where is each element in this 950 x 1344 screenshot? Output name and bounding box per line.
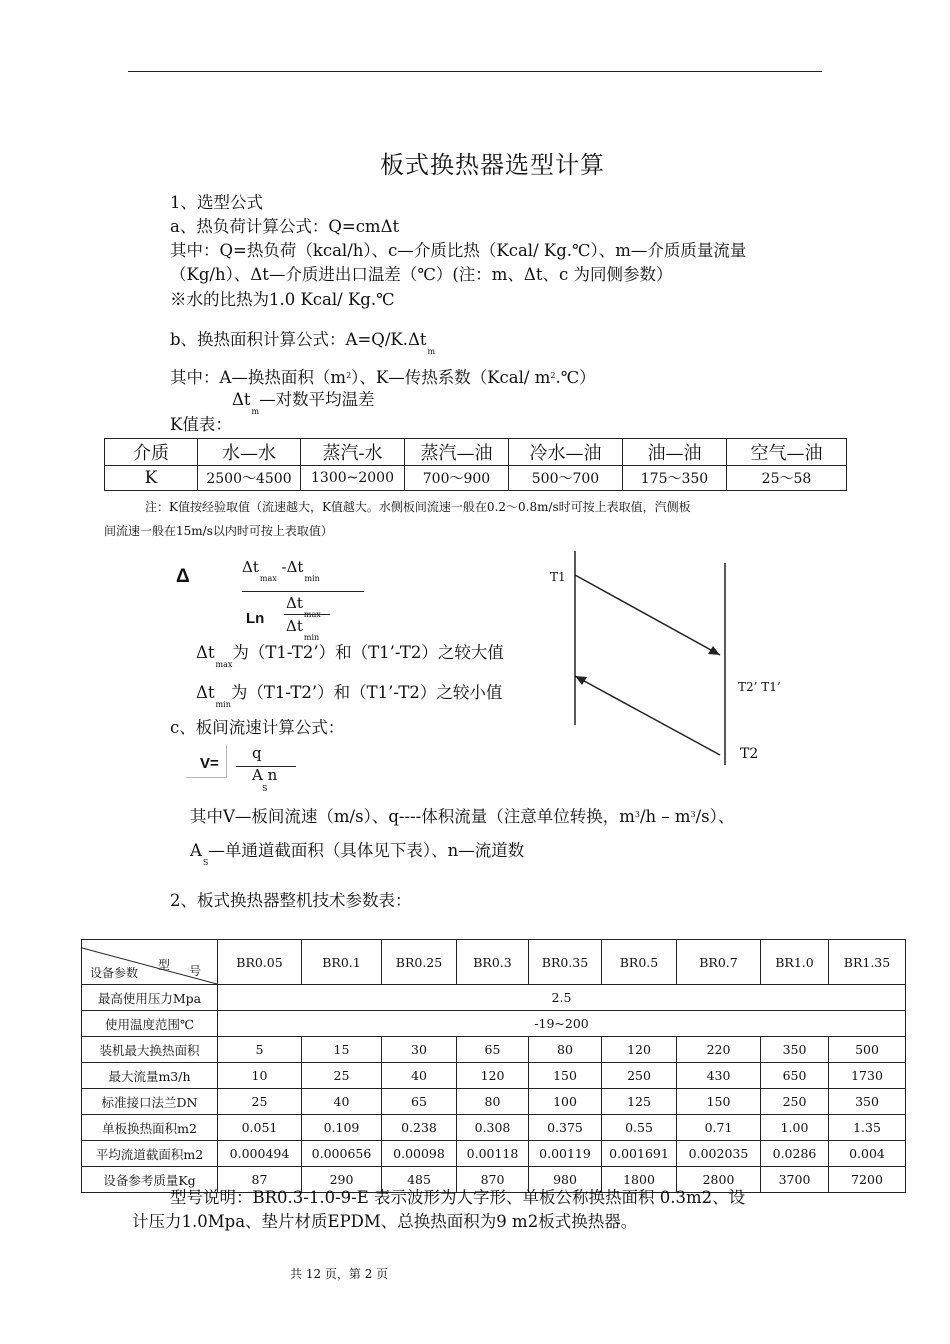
spec-cell: 65 (457, 1037, 529, 1063)
page-title: 板式换热器选型计算 (380, 151, 605, 179)
top-rule (128, 71, 822, 72)
velocity-explanation-2: $A_S—$单通道截面积（具体见下表）、n—流道数 (190, 841, 525, 867)
t1-label: T1 (550, 570, 566, 584)
area-formula: b、换热面积计算公式：$A=Q/K.\Delta t_m$ (170, 330, 436, 356)
k-table-header-row (105, 439, 847, 466)
delta-t-max-definition: $\Delta t_{max}$为（T1-T2’）和（T1’-T2）之较大值 (196, 643, 504, 669)
k-header-cell: 介质 (105, 439, 198, 466)
spec-cell: 0.001691 (602, 1141, 677, 1167)
spec-row (82, 1037, 906, 1063)
corner-label-model-a: 型 (158, 958, 171, 972)
spec-row (82, 1089, 906, 1115)
section-2-heading: 2、板式换热器整机技术参数表： (170, 891, 412, 910)
spec-merged-cell: -19~200 (218, 1011, 906, 1037)
spec-cell: 150 (529, 1063, 602, 1089)
spec-cell: 0.375 (529, 1115, 602, 1141)
heat-load-explanation-2: （Kg/h）、Δt—介质进出口温差（℃）(注：m、Δt、c 为同侧参数） (170, 265, 673, 284)
spec-cell: 80 (529, 1037, 602, 1063)
cold-flow-arrowhead (575, 676, 587, 685)
spec-cell: 1800 (602, 1167, 677, 1193)
spec-corner-cell (82, 940, 218, 985)
model-header-cell: BR0.05 (218, 940, 302, 985)
ln-label: Ln (246, 610, 265, 627)
spec-table (81, 939, 906, 1193)
velocity-denominator-sub: S (262, 784, 268, 793)
spec-cell: 290 (302, 1167, 382, 1193)
spec-row-label: 最高使用压力Mpa (82, 985, 218, 1011)
corner-label-model-b: 号 (188, 964, 201, 978)
ln-fraction-bar (284, 614, 330, 615)
spec-cell: 220 (677, 1037, 761, 1063)
spec-cell: 485 (382, 1167, 457, 1193)
spec-cell: 5 (218, 1037, 302, 1063)
spec-cell: 15 (302, 1037, 382, 1063)
velocity-denominator: A n (252, 766, 278, 784)
model-header-cell: BR1.0 (761, 940, 829, 985)
t2-label: T2 (740, 746, 759, 762)
ln-inner-numerator: $\Delta t_{max}$ (286, 594, 321, 619)
spec-cell: 980 (529, 1167, 602, 1193)
lmtd-fraction-bar (242, 591, 364, 592)
k-value-cell: K (105, 466, 198, 491)
cold-flow-arrow (575, 676, 720, 755)
model-header-cell: BR0.7 (677, 940, 761, 985)
spec-cell: 0.71 (677, 1115, 761, 1141)
heat-load-formula: a、热负荷计算公式：Q=cmΔt (170, 217, 400, 236)
spec-cell: 870 (457, 1167, 529, 1193)
model-header-cell: BR0.25 (382, 940, 457, 985)
k-header-cell: 蒸汽-水 (301, 439, 405, 466)
spec-cell: 250 (761, 1089, 829, 1115)
spec-cell: 650 (761, 1063, 829, 1089)
k-header-cell: 空气—油 (727, 439, 847, 466)
spec-cell: 100 (529, 1089, 602, 1115)
delta-symbol: Δ (176, 566, 190, 587)
spec-cell: 120 (457, 1063, 529, 1089)
k-note-line-1: 注：K值按经验取值（流速越大，K值越大。水侧板间流速一般在0.2～0.8m/s时可按上表取值，汽侧板 (145, 500, 691, 514)
spec-cell: 0.004 (829, 1141, 906, 1167)
k-value-cell: 500～700 (509, 466, 623, 491)
spec-cell: 0.238 (382, 1115, 457, 1141)
corner-label-params: 设备参数 (90, 966, 139, 980)
k-value-cell: 2500～4500 (198, 466, 301, 491)
spec-row (82, 1063, 906, 1089)
spec-cell: 30 (382, 1037, 457, 1063)
spec-row (82, 1141, 906, 1167)
k-header-cell: 冷水—油 (509, 439, 623, 466)
spec-cell: 0.000656 (302, 1141, 382, 1167)
model-header-cell: BR1.35 (829, 940, 906, 985)
spec-cell: 0.109 (302, 1115, 382, 1141)
hot-flow-arrowhead (708, 646, 720, 655)
v-label: V= (200, 755, 219, 772)
spec-cell: 1730 (829, 1063, 906, 1089)
spec-merged-cell: 2.5 (218, 985, 906, 1011)
spec-row-label: 单板换热面积m2 (82, 1115, 218, 1141)
spec-cell: 87 (218, 1167, 302, 1193)
spec-row-label: 平均流道截面积m2 (82, 1141, 218, 1167)
spec-cell: 65 (382, 1089, 457, 1115)
spec-cell: 0.00098 (382, 1141, 457, 1167)
section-1-heading: 1、选型公式 (170, 193, 263, 212)
spec-cell: 10 (218, 1063, 302, 1089)
model-header-cell: BR0.1 (302, 940, 382, 985)
area-explanation-1: 其中：A—换热面积$(m^2)$、K—传热系数（Kcal/ $m^2.℃$） (170, 368, 596, 387)
delta-t-min-definition: $\Delta t_{min}$为（T1-T2’）和（T1’-T2）之较小值 (196, 683, 503, 709)
spec-cell: 80 (457, 1089, 529, 1115)
spec-row-label: 最大流量m3/h (82, 1063, 218, 1089)
spec-cell: 430 (677, 1063, 761, 1089)
spec-cell: 0.051 (218, 1115, 302, 1141)
hot-flow-arrow (575, 575, 720, 655)
spec-cell: 0.308 (457, 1115, 529, 1141)
spec-row (82, 985, 906, 1011)
spec-cell: 0.002035 (677, 1141, 761, 1167)
velocity-explanation-1: 其中V—板间流速（m/s）、q----体积流量（注意单位转换，$m^3/h - m^3/s$）、 (190, 807, 735, 826)
model-header-cell: BR0.5 (602, 940, 677, 985)
spec-cell: 120 (602, 1037, 677, 1063)
t2p-t1p-label: T2’ T1’ (738, 680, 781, 694)
spec-row-label: 装机最大换热面积 (82, 1037, 218, 1063)
counterflow-diagram (540, 545, 800, 770)
spec-cell: 500 (829, 1037, 906, 1063)
model-note-line-1: 型号说明：BR0.3-1.0-9-E 表示波形为人字形、单板公称换热面积 0.3m2、设 (170, 1188, 746, 1207)
spec-header-row (82, 940, 906, 985)
k-value-cell: 175～350 (623, 466, 727, 491)
spec-cell: 3700 (761, 1167, 829, 1193)
k-header-cell: 水—水 (198, 439, 301, 466)
spec-cell: 25 (218, 1089, 302, 1115)
k-value-cell: 1300~2000 (301, 466, 405, 491)
spec-cell: 150 (677, 1089, 761, 1115)
spec-cell: 350 (761, 1037, 829, 1063)
k-table-title: K值表： (170, 415, 232, 434)
heat-load-explanation-1: 其中：Q=热负荷（kcal/h）、c—介质比热（Kcal/ Kg.℃）、m—介质质量流量 (170, 241, 747, 260)
k-header-cell: 蒸汽—油 (405, 439, 509, 466)
spec-cell: 125 (602, 1089, 677, 1115)
spec-row (82, 1011, 906, 1037)
spec-cell: 250 (602, 1063, 677, 1089)
k-header-cell: 油—油 (623, 439, 727, 466)
k-value-cell: 25～58 (727, 466, 847, 491)
spec-cell: 0.000494 (218, 1141, 302, 1167)
velocity-numerator: q (252, 744, 262, 762)
k-table-value-row (105, 466, 847, 491)
spec-cell: 1.35 (829, 1115, 906, 1141)
spec-cell: 40 (302, 1089, 382, 1115)
spec-cell: 0.0286 (761, 1141, 829, 1167)
k-value-table (104, 438, 847, 491)
spec-cell: 350 (829, 1089, 906, 1115)
spec-cell: 25 (302, 1063, 382, 1089)
spec-cell: 0.00119 (529, 1141, 602, 1167)
spec-row-label: 设备参考质量Kg (82, 1167, 218, 1193)
spec-cell: 7200 (829, 1167, 906, 1193)
spec-cell: 1.00 (761, 1115, 829, 1141)
k-note-line-2: 间流速一般在15m/s以内时可按上表取值） (104, 524, 333, 538)
area-explanation-2: $\Delta t_m—$对数平均温差 (232, 390, 375, 416)
model-header-cell: BR0.3 (457, 940, 529, 985)
spec-cell: 2800 (677, 1167, 761, 1193)
ln-inner-denominator: $\Delta t_{min}$ (286, 617, 320, 642)
model-note-line-2: 计压力1.0Mpa、垫片材质EPDM、总换热面积为9 m2板式换热器。 (132, 1212, 638, 1231)
spec-row-label: 标准接口法兰DN (82, 1089, 218, 1115)
water-specific-heat: ※水的比热为1.0 Kcal/ Kg.℃ (170, 290, 395, 309)
spec-row (82, 1115, 906, 1141)
flow-velocity-heading: c、板间流速计算公式： (170, 718, 345, 737)
model-header-cell: BR0.35 (529, 940, 602, 985)
k-value-cell: 700～900 (405, 466, 509, 491)
spec-cell: 0.55 (602, 1115, 677, 1141)
spec-cell: 40 (382, 1063, 457, 1089)
page-footer: 共 12 页，第 2 页 (290, 1267, 389, 1281)
spec-row-label: 使用温度范围℃ (82, 1011, 218, 1037)
lmtd-numerator: $\Delta t_{max}$ $-\Delta t_{min}$ (242, 558, 320, 583)
spec-cell: 0.00118 (457, 1141, 529, 1167)
